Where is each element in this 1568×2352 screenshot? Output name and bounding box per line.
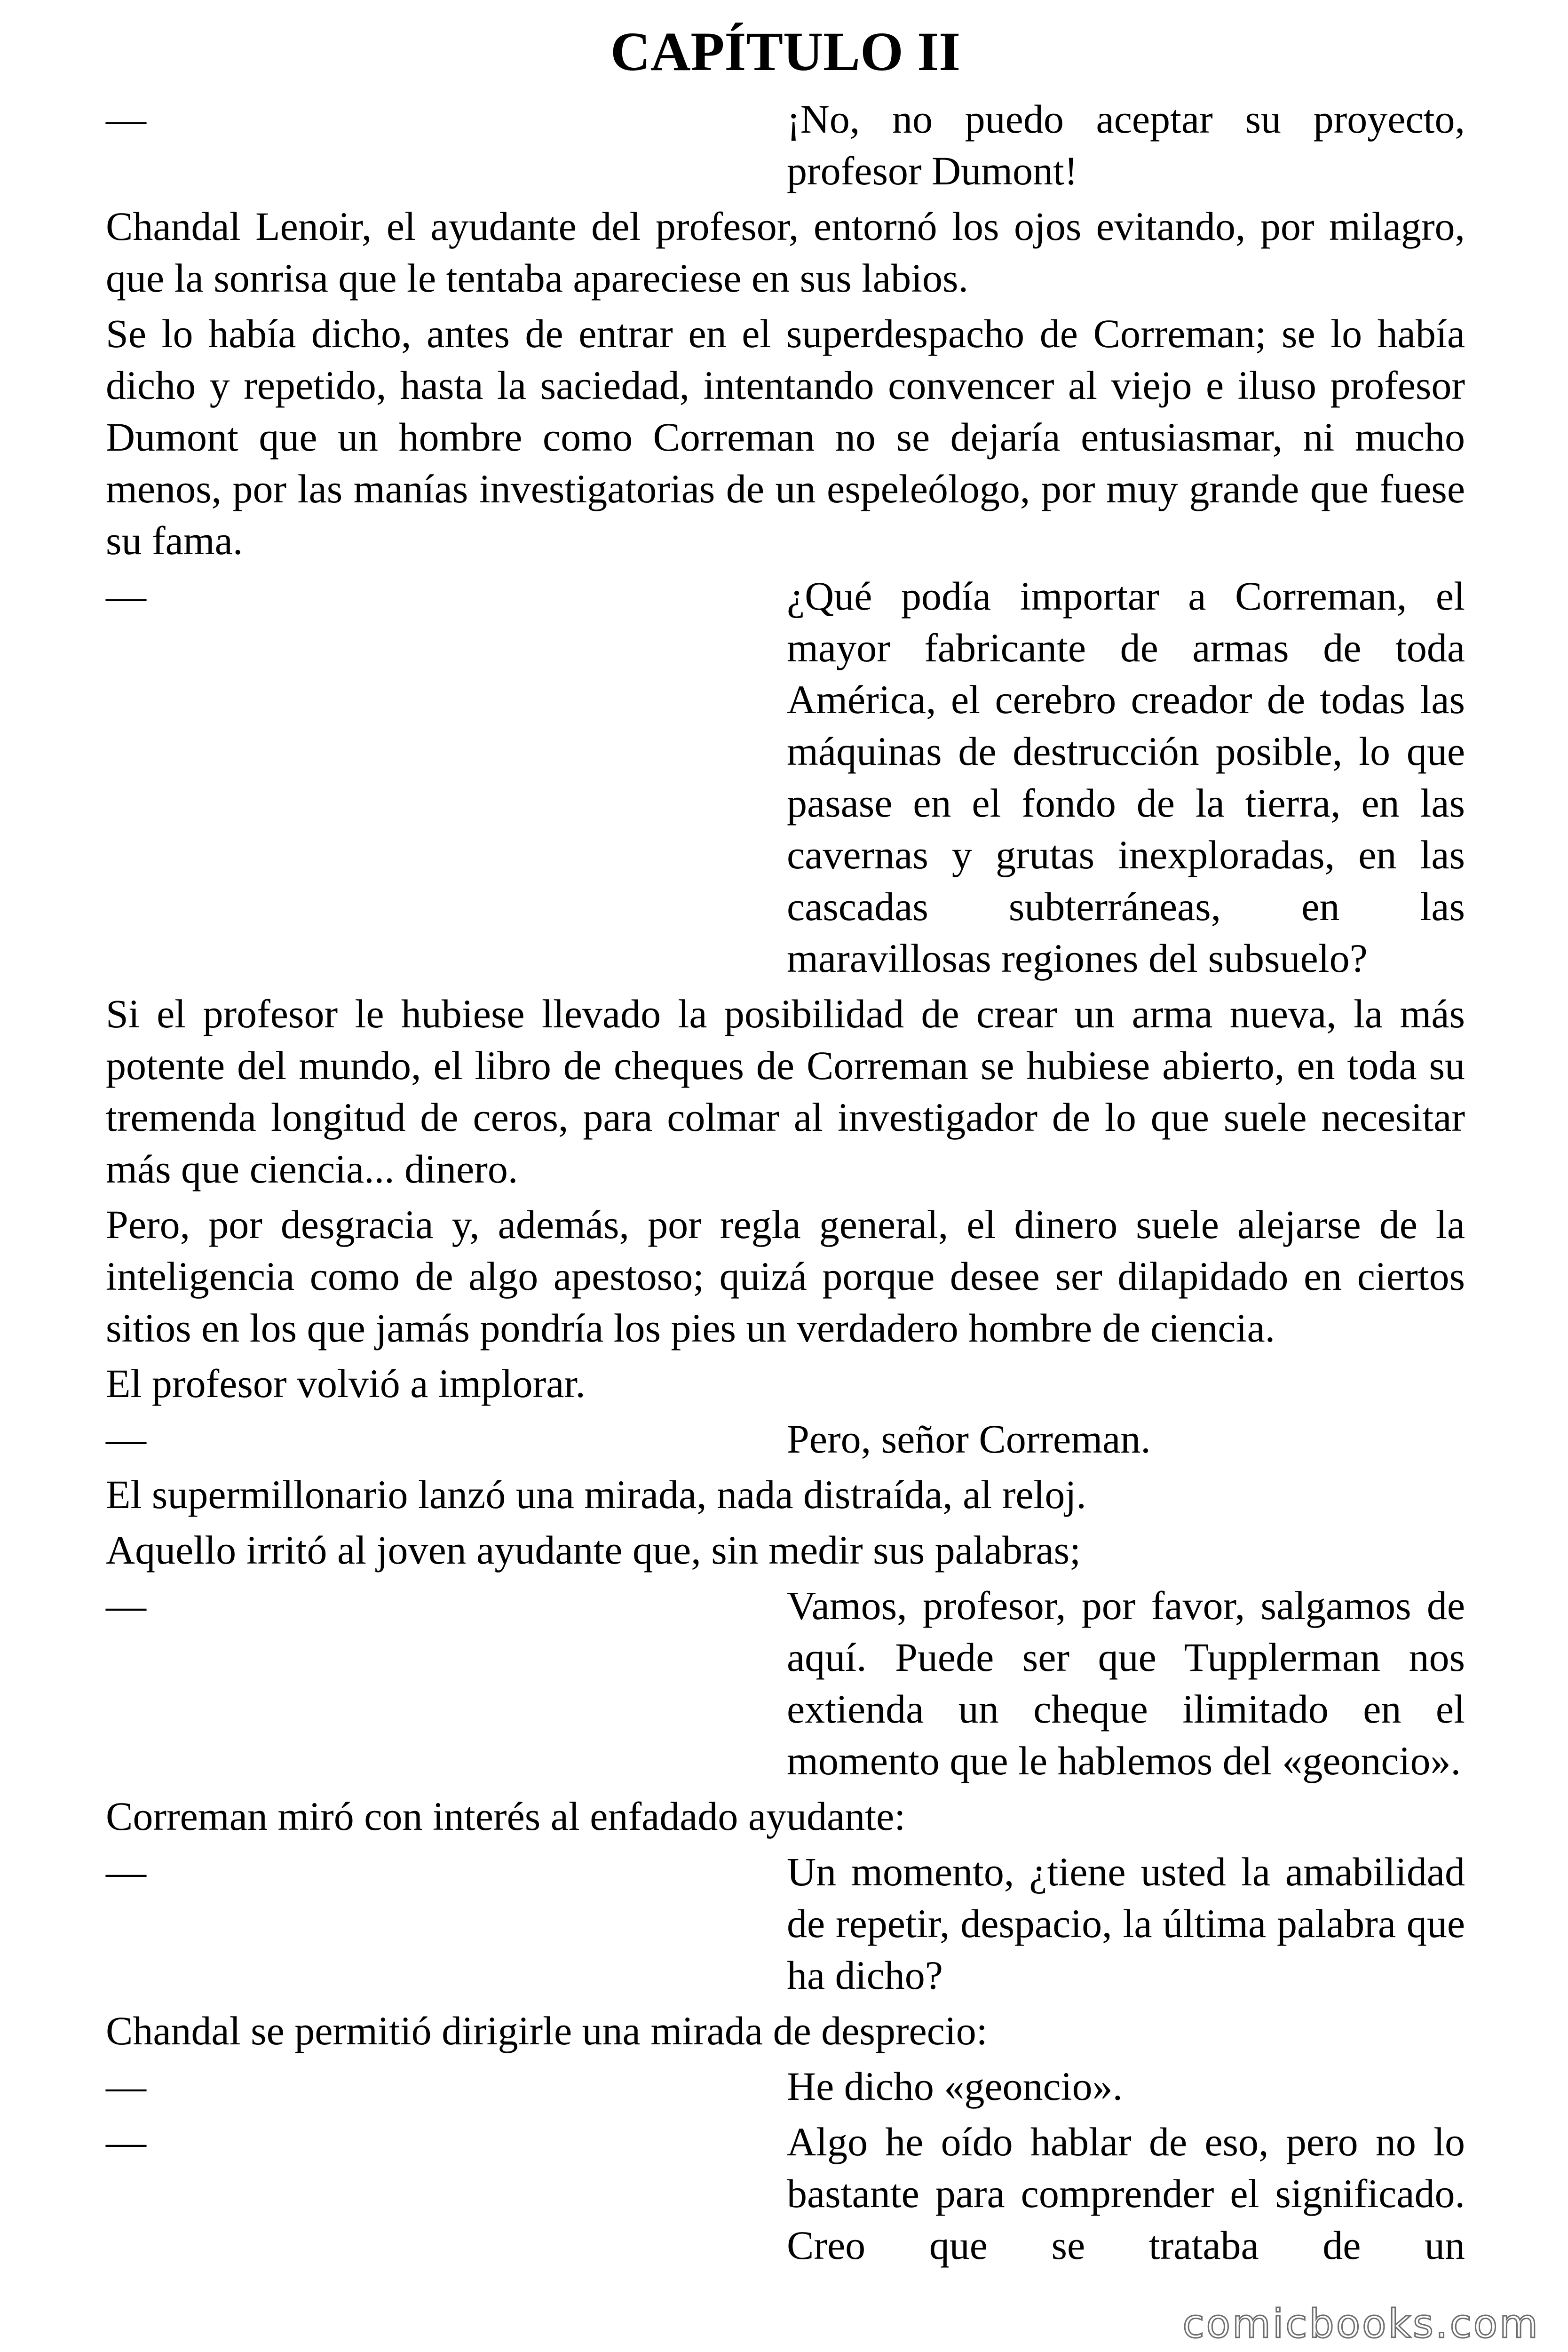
paragraph: El profesor volvió a implorar. [106,1361,586,1406]
watermark-logo: comicbooks.com [1182,2301,1540,2347]
dialogue-line [106,570,1465,984]
paragraph: El supermillonario lanzó una mirada, nada distraída, al reloj. [106,1472,1086,1517]
dialogue-dash: — [106,96,146,142]
dialogue-text: Un momento, ¿tiene usted la amabilidad de repetir, despacio, la última palabra que ha dicho? [787,1849,1465,1998]
paragraph: Aquello irritó al joven ayudante que, sin medir sus palabras; [106,1527,1081,1573]
dialogue-line [106,2116,1465,2271]
paragraph: Chandal se permitió dirigirle una mirada de desprecio: [106,2008,988,2053]
paragraph: Correman miró con interés al enfadado ayudante: [106,1794,906,1839]
paragraph: Se lo había dicho, antes de entrar en el superdespacho de Correman; se lo había dicho y repetido, hasta la saciedad, intentando convencer al viejo e iluso profesor Dumont que un hombre como Correman no se dejaría entusiasmar, ni mucho menos, por las manías investigatorias de un espeleólogo, por muy grande que fuese su fama. [106,311,1465,563]
chapter-title: CAPÍTULO II [610,21,961,82]
dialogue-line [106,1413,1465,1465]
dialogue-text: ¿Qué podía importar a Correman, el mayor fabricante de armas de toda América, el cerebro creador de todas las máquinas de destrucción posible, lo que pasase en el fondo de la tierra, en las cavernas y grutas inexploradas, en las cascadas subterráneas, en las maravillosas regiones del subsuelo? [787,573,1465,981]
paragraph: Pero, por desgracia y, además, por regla general, el dinero suele alejarse de la inteligencia como de algo apestoso; quizá porque desee ser dilapidado en ciertos sitios en los que jamás pondría los pies un verdadero hombre de ciencia. [106,1202,1465,1351]
dialogue-text: Vamos, profesor, por favor, salgamos de aquí. Puede ser que Tupplerman nos extienda un cheque ilimitado en el momento que le hablemos del «geoncio». [787,1583,1465,1783]
dialogue-dash: — [106,1849,146,1894]
dialogue-dash: — [106,1583,146,1628]
dialogue-line [106,93,1465,197]
dialogue-line [106,1846,1465,2001]
dialogue-dash: — [106,1416,146,1462]
dialogue-text: He dicho «geoncio». [787,2064,1123,2109]
paragraph: Chandal Lenoir, el ayudante del profesor, entornó los ojos evitando, por milagro, que la sonrisa que le tentaba apareciese en sus labios. [106,204,1465,301]
dialogue-dash: — [106,573,146,619]
document-page [106,19,1465,2275]
dialogue-text: Pero, señor Correman. [787,1416,1151,1462]
dialogue-text: ¡No, no puedo aceptar su proyecto, profesor Dumont! [787,96,1465,193]
paragraph: Si el profesor le hubiese llevado la posibilidad de crear un arma nueva, la más potente del mundo, el libro de cheques de Correman se hubiese abierto, en toda su tremenda longitud de ceros, para colmar al investigador de lo que suele necesitar más que ciencia... dinero. [106,991,1465,1192]
dialogue-dash: — [106,2064,146,2109]
dialogue-dash: — [106,2119,146,2164]
dialogue-text: Algo he oído hablar de eso, pero no lo bastante para comprender el significado. Creo que se trataba de un [787,2119,1465,2268]
text-body [106,93,1465,2271]
dialogue-line [106,2060,1465,2112]
dialogue-line [106,1580,1465,1787]
